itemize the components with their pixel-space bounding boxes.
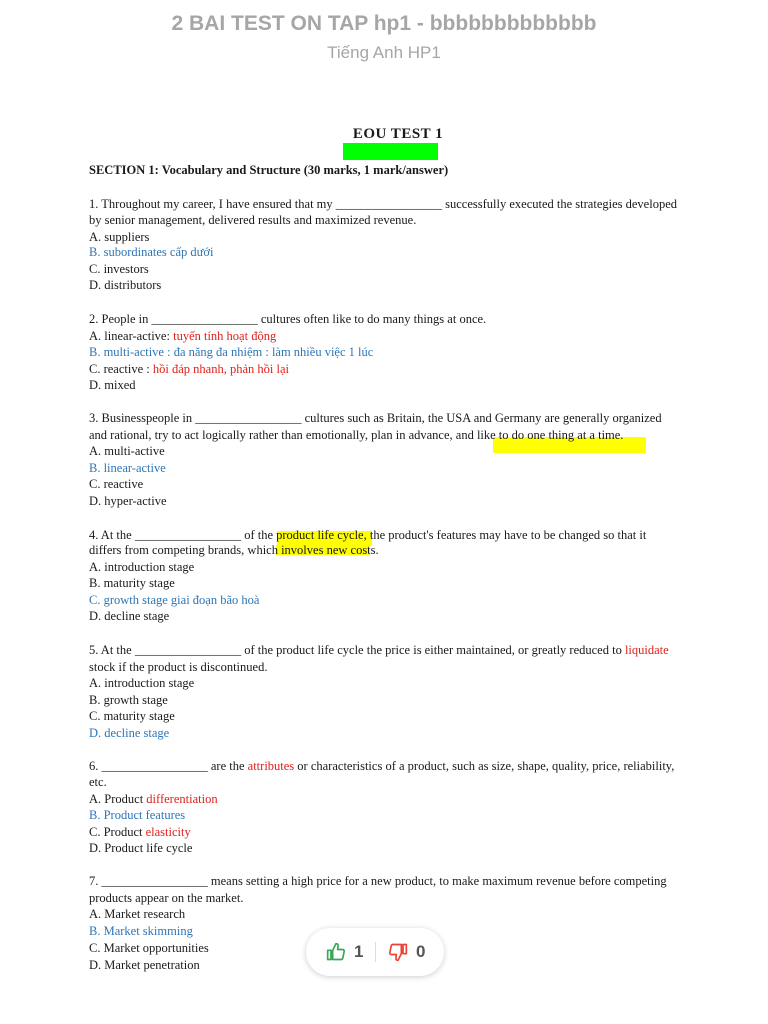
q5-option-d: D. decline stage [89, 726, 170, 740]
q2-option-a-text: A. linear-active: [89, 329, 170, 343]
q6-stem-post: or characteristics of a product, such as size, shape, quality, price, reliability, [297, 759, 675, 773]
upvote-count: 1 [354, 942, 364, 961]
q1-option-d: D. distributors [89, 278, 162, 292]
vote-divider [375, 942, 376, 962]
q1-option-a: A. suppliers [89, 230, 150, 244]
q6-option-b: B. Product features [89, 808, 186, 822]
q5-stem-line2: stock if the product is discontinued. [89, 660, 268, 674]
q1-option-b: B. subordinates cấp dưới [89, 245, 214, 259]
q5-option-a: A. introduction stage [89, 676, 195, 690]
q2-option-c-note: hồi đáp nhanh, phản hồi lại [152, 362, 289, 376]
q6-option-a [89, 791, 218, 807]
q1-stem-line2: by senior management, delivered results and maximized revenue. [89, 213, 417, 227]
q3-option-c: C. reactive [89, 477, 144, 491]
q4-option-b: B. maturity stage [89, 576, 175, 590]
q4-option-c: C. growth stage giai đoạn bão hoà [89, 593, 260, 607]
q6-stem-line1 [89, 758, 674, 774]
green-highlight-bar [343, 143, 438, 160]
document-subtitle: Tiếng Anh HP1 [327, 43, 441, 62]
q6-option-c-keyword: elasticity [145, 825, 191, 839]
thumbs-down-icon [388, 942, 408, 962]
q2-option-a-note: tuyến tính hoạt động [173, 329, 277, 343]
q7-option-b: B. Market skimming [89, 924, 193, 938]
q3-stem-line1: 3. Businesspeople in _________________ cultures such as Britain, the USA and Germany are generally organized [89, 411, 662, 425]
q2-option-a [89, 328, 276, 344]
q5-option-c: C. maturity stage [89, 709, 175, 723]
q6-option-c-text: C. Product [89, 825, 143, 839]
q5-stem-line1 [89, 642, 669, 658]
downvote-count: 0 [416, 942, 426, 961]
q6-stem-keyword: attributes [247, 759, 295, 773]
q7-option-c: C. Market opportunities [89, 941, 209, 955]
q3-option-a: A. multi-active [89, 444, 165, 458]
q6-option-a-text: A. Product [89, 792, 144, 806]
document-title: 2 BAI TEST ON TAP hp1 - bbbbbbbbbbbbb [171, 12, 597, 35]
q7-option-d: D. Market penetration [89, 958, 200, 972]
q6-stem-line2: etc. [89, 775, 107, 789]
q3-option-d: D. hyper-active [89, 494, 167, 508]
q3-option-b: B. linear-active [89, 461, 166, 475]
q6-option-d: D. Product life cycle [89, 841, 193, 855]
q6-option-a-keyword: differentiation [146, 792, 218, 806]
q6-option-c [89, 824, 191, 840]
upvote-button[interactable] [326, 941, 363, 963]
q5-stem-text: 5. At the _________________ of the product life cycle the price is either maintained, or greatly reduced to [89, 643, 622, 657]
q7-stem-line2: products appear on the market. [89, 891, 244, 905]
vote-bar [306, 928, 444, 976]
q4-stem-line1: 4. At the _________________ of the product life cycle, the product's features may have to be changed so that it [89, 528, 647, 542]
q5-option-b: B. growth stage [89, 693, 168, 707]
q4-option-d: D. decline stage [89, 609, 170, 623]
q1-stem-line1: 1. Throughout my career, I have ensured that my _________________ successfully executed the strategies developed [89, 197, 677, 211]
thumbs-up-icon [326, 942, 346, 962]
q3-stem-line2: and rational, try to act logically rather than emotionally, plan in advance, and like to do one thing at a time. [89, 428, 624, 442]
q6-stem-pre: 6. _________________ are the [89, 759, 245, 773]
test-title: EOU TEST 1 [352, 126, 444, 142]
q7-stem-line1: 7. _________________ means setting a high price for a new product, to make maximum revenue before competing [89, 874, 667, 888]
q4-stem-line2: differs from competing brands, which involves new costs. [89, 543, 379, 557]
downvote-button[interactable] [388, 941, 425, 963]
q4-option-a: A. introduction stage [89, 560, 195, 574]
q5-stem-keyword: liquidate [624, 643, 669, 657]
q2-stem: 2. People in _________________ cultures often like to do many things at once. [89, 312, 487, 326]
q2-option-d: D. mixed [89, 378, 136, 392]
section-heading: SECTION 1: Vocabulary and Structure (30 marks, 1 mark/answer) [89, 163, 449, 177]
q1-option-c: C. investors [89, 262, 149, 276]
q2-option-b: B. multi-active : đa năng đa nhiệm : làm nhiều việc 1 lúc [89, 345, 374, 359]
q7-option-a: A. Market research [89, 907, 186, 921]
q2-option-c [89, 361, 289, 377]
q2-option-c-text: C. reactive : [89, 362, 150, 376]
